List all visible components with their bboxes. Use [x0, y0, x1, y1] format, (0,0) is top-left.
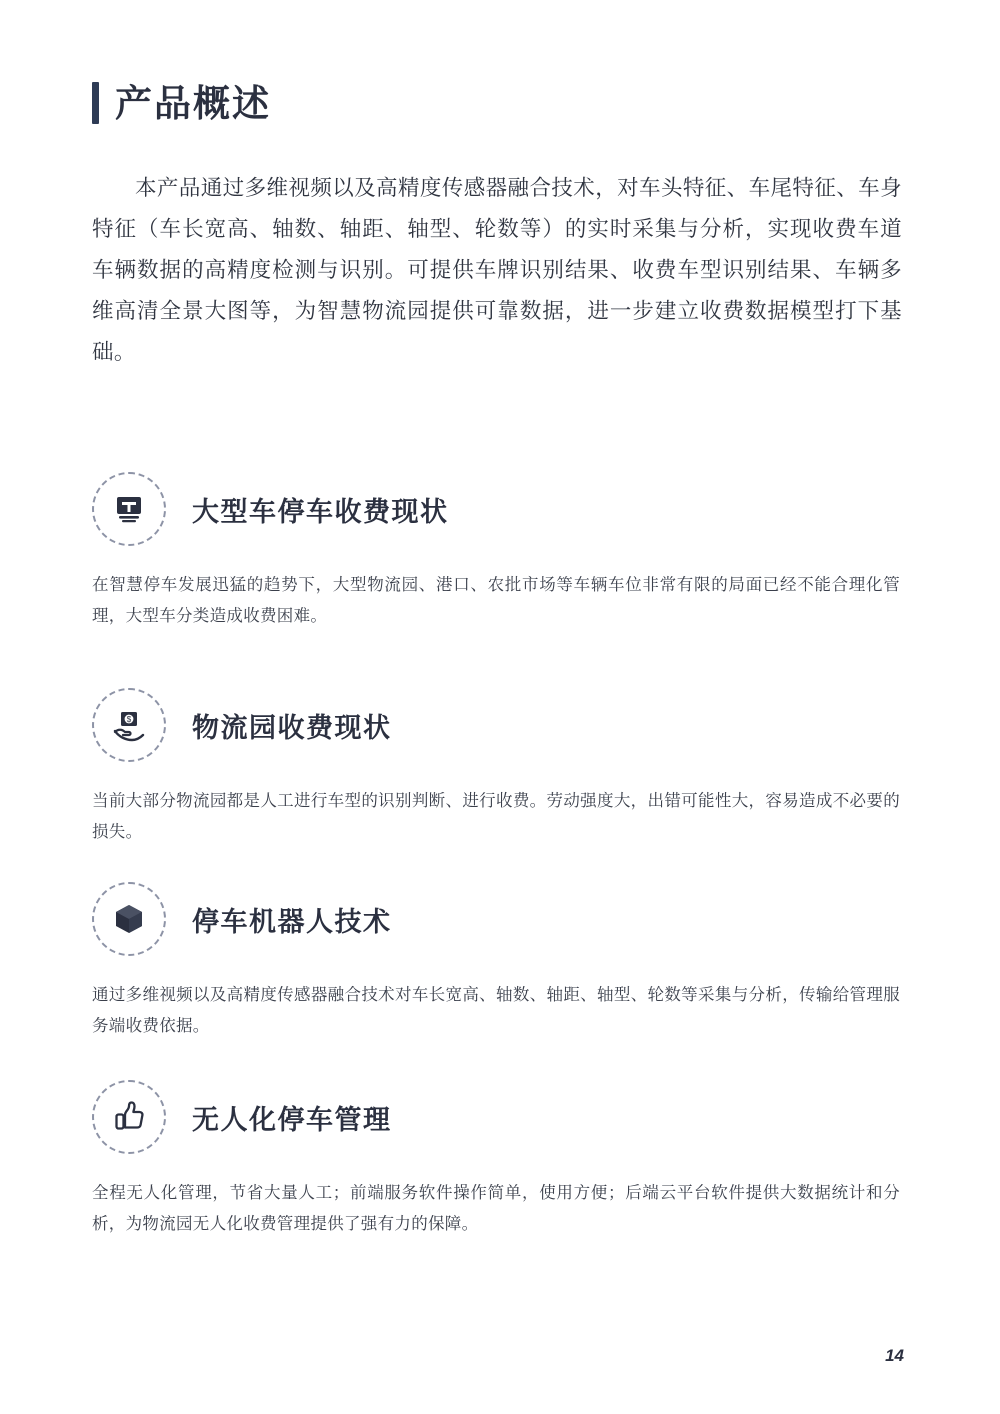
intro-paragraph: 本产品通过多维视频以及高精度传感器融合技术，对车头特征、车尾特征、车身特征（车长宽高、轴数、轴距、轴型、轮数等）的实时采集与分析，实现收费车道车辆数据的高精度检测与识别。可提供车牌识别结果、收费车型识别结果、车辆多维高清全景大图等，为智慧物流园提供可靠数据，进一步建立收费数据模型打下基础。 [92, 176, 902, 364]
thumbs-up-icon [92, 1080, 166, 1154]
page-title [92, 82, 271, 124]
section-header [92, 686, 904, 764]
section-title: 大型车停车收费现状 [192, 496, 449, 527]
section-block [92, 470, 904, 632]
section-body: 当前大部分物流园都是人工进行车型的识别判断、进行收费。劳动强度大，出错可能性大，容易造成不必要的损失。 [92, 792, 900, 841]
section-title: 停车机器人技术 [192, 906, 392, 937]
section-body: 全程无人化管理，节省大量人工；前端服务软件操作简单，使用方便；后端云平台软件提供大数据统计和分析，为物流园无人化收费管理提供了强有力的保障。 [92, 1184, 900, 1233]
section-title: 物流园收费现状 [192, 712, 392, 743]
parking-barrier-icon [92, 472, 166, 546]
section-header [92, 1078, 904, 1156]
section-body: 在智慧停车发展迅猛的趋势下，大型物流园、港口、农批市场等车辆车位非常有限的局面已经不能合理化管理，大型车分类造成收费困难。 [92, 576, 900, 625]
page-title-text: 产品概述 [115, 82, 271, 124]
section-body: 通过多维视频以及高精度传感器融合技术对车长宽高、轴数、轴距、轴型、轮数等采集与分析，传输给管理服务端收费依据。 [92, 986, 900, 1035]
svg-text:$: $ [126, 715, 132, 724]
page-number: 14 [885, 1346, 904, 1365]
section-block [92, 880, 904, 1042]
section-block [92, 1078, 904, 1240]
cube-box-icon [92, 882, 166, 956]
section-header [92, 880, 904, 958]
section-block [92, 686, 904, 848]
section-title: 无人化停车管理 [192, 1104, 392, 1135]
hand-money-icon [92, 688, 166, 762]
section-header [92, 470, 904, 548]
title-accent-bar [92, 82, 99, 124]
